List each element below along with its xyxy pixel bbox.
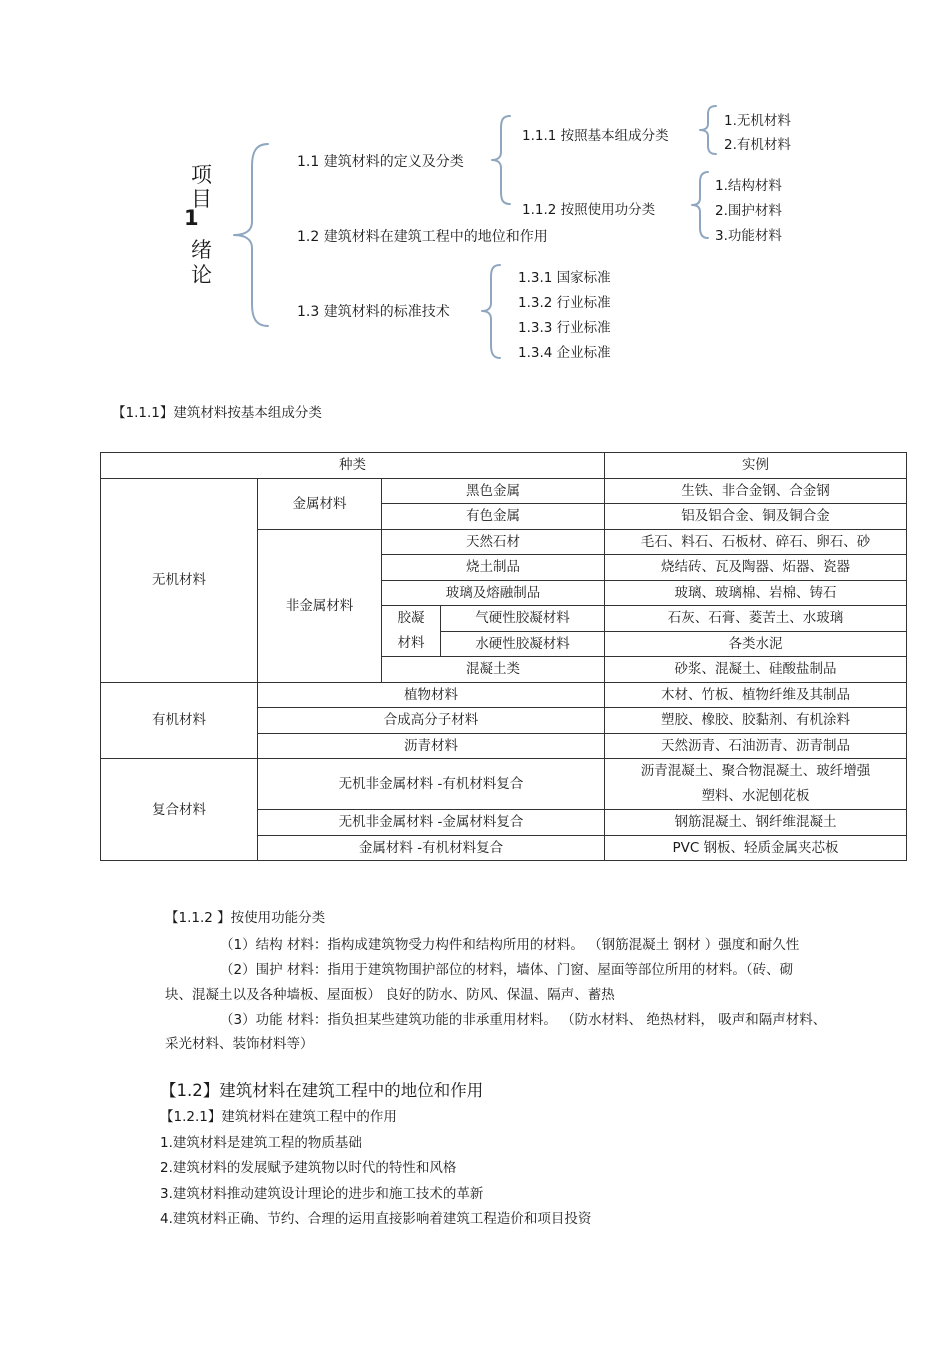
- paragraph-line: （1）结构 材料：指构成建筑物受力构件和结构所用的材料。 （钢筋混凝土 钢材 ）强度和耐久性: [220, 937, 800, 953]
- mindmap-title-char: 项: [191, 163, 212, 187]
- leaf-item: 1.3.3 行业标准: [518, 320, 611, 336]
- example-cell: 烧结砖、瓦及陶器、炻器、瓷器: [605, 555, 907, 581]
- mindmap-title-char: 1: [184, 206, 199, 230]
- header-cell: 实例: [605, 453, 907, 479]
- example-line: 沥青混凝土、聚合物混凝土、玻纤增强: [640, 763, 871, 779]
- mindmap-title-char: 绪: [191, 238, 212, 262]
- example-cell: 各类水泥: [605, 631, 907, 657]
- leaf-item: 1.结构材料: [715, 178, 782, 194]
- type-cell: 无机非金属材料 -金属材料复合: [258, 810, 605, 836]
- leaf-item: 1.3.4 企业标准: [518, 345, 611, 361]
- table-row: [101, 682, 907, 708]
- paragraph-line: 采光材料、装饰材料等）: [165, 1036, 314, 1052]
- type-cell: 烧土制品: [382, 555, 605, 581]
- header-cell: 种类: [101, 453, 605, 479]
- example-cell: [605, 759, 907, 810]
- binder-cell: [382, 606, 441, 657]
- example-cell: 毛石、料石、石板材、碎石、卵石、砂: [605, 529, 907, 555]
- list-item: 1.建筑材料是建筑工程的物质基础: [160, 1135, 362, 1151]
- example-cell: 塑胶、橡胶、胶黏剂、有机涂料: [605, 708, 907, 734]
- node-1-1-2: 1.1.2 按照使用功分类: [522, 202, 656, 218]
- binder-label-b: 材料: [397, 635, 425, 651]
- leaf-item: 1.3.2 行业标准: [518, 295, 611, 311]
- subcategory-cell: 金属材料: [258, 478, 382, 529]
- example-cell: 铝及铝合金、铜及铜合金: [605, 504, 907, 530]
- list-item: 4.建筑材料正确、节约、合理的运用直接影响着建筑工程造价和项目投资: [160, 1211, 592, 1227]
- leaf-item: 1.3.1 国家标准: [518, 270, 611, 286]
- subcategory-cell: 非金属材料: [258, 529, 382, 682]
- leaf-item: 1.无机材料: [724, 113, 791, 129]
- type-cell: 沥青材料: [258, 733, 605, 759]
- classification-table: [100, 452, 907, 861]
- example-cell: 砂浆、混凝土、硅酸盐制品: [605, 657, 907, 683]
- brace-1-1: [490, 114, 515, 206]
- table-caption: 【1.1.1】建筑材料按基本组成分类: [112, 405, 322, 421]
- brace-1-1-2: [690, 170, 712, 240]
- table-row: [101, 453, 907, 479]
- example-cell: 生铁、非合金钢、合金钢: [605, 478, 907, 504]
- type-cell: 金属材料 -有机材料复合: [258, 835, 605, 861]
- table-row: [101, 759, 907, 810]
- node-1-1: 1.1 建筑材料的定义及分类: [297, 154, 464, 170]
- list-item: 3.建筑材料推动建筑设计理论的进步和施工技术的革新: [160, 1186, 484, 1202]
- paragraph-line: （2）围护 材料：指用于建筑物围护部位的材料，墙体、门窗、屋面等部位所用的材料。（砖、砌: [220, 962, 794, 978]
- example-cell: 石灰、石膏、菱苦土、水玻璃: [605, 606, 907, 632]
- binder-label-a: 胶凝: [397, 610, 425, 626]
- type-cell: 无机非金属材料 -有机材料复合: [258, 759, 605, 810]
- type-cell: 气硬性胶凝材料: [441, 606, 605, 632]
- example-cell: 木材、竹板、植物纤维及其制品: [605, 682, 907, 708]
- type-cell: 植物材料: [258, 682, 605, 708]
- brace-1-3: [480, 263, 505, 361]
- type-cell: 合成高分子材料: [258, 708, 605, 734]
- section-heading: 【1.2】建筑材料在建筑工程中的地位和作用: [160, 1081, 484, 1100]
- mindmap-title-char: 论: [191, 263, 212, 287]
- node-1-1-1: 1.1.1 按照基本组成分类: [522, 128, 669, 144]
- leaf-item: 3.功能材料: [715, 228, 782, 244]
- node-1-2: 1.2 建筑材料在建筑工程中的地位和作用: [297, 229, 548, 245]
- section-heading: 【1.1.2 】按使用功能分类: [165, 910, 326, 926]
- type-cell: 玻璃及熔融制品: [382, 580, 605, 606]
- example-cell: 天然沥青、石油沥青、沥青制品: [605, 733, 907, 759]
- category-cell: 复合材料: [101, 759, 258, 861]
- table-row: [101, 478, 907, 504]
- type-cell: 天然石材: [382, 529, 605, 555]
- list-item: 2.建筑材料的发展赋予建筑物以时代的特性和风格: [160, 1160, 457, 1176]
- category-cell: 无机材料: [101, 478, 258, 682]
- type-cell: 有色金属: [382, 504, 605, 530]
- leaf-item: 2.围护材料: [715, 203, 782, 219]
- paragraph-line: 块、混凝土以及各种墙板、屋面板） 良好的防水、防风、保温、隔声、蓄热: [165, 987, 615, 1003]
- paragraph-line: （3）功能 材料：指负担某些建筑功能的非承重用材料。 （防水材料、 绝热材料， 吸声和隔声材料、: [220, 1012, 827, 1028]
- mindmap-title-char: 目: [191, 187, 212, 211]
- subsection-heading: 【1.2.1】建筑材料在建筑工程中的作用: [160, 1109, 397, 1125]
- leaf-item: 2.有机材料: [724, 137, 791, 153]
- node-1-3: 1.3 建筑材料的标准技术: [297, 304, 450, 320]
- type-cell: 水硬性胶凝材料: [441, 631, 605, 657]
- example-cell: 钢筋混凝土、钢纤维混凝土: [605, 810, 907, 836]
- type-cell: 黑色金属: [382, 478, 605, 504]
- example-line: 塑料、水泥刨花板: [701, 788, 810, 804]
- category-cell: 有机材料: [101, 682, 258, 759]
- main-brace: [230, 142, 275, 330]
- type-cell: 混凝土类: [382, 657, 605, 683]
- example-cell: PVC 钢板、轻质金属夹芯板: [605, 835, 907, 861]
- brace-1-1-1: [698, 104, 720, 156]
- example-cell: 玻璃、玻璃棉、岩棉、铸石: [605, 580, 907, 606]
